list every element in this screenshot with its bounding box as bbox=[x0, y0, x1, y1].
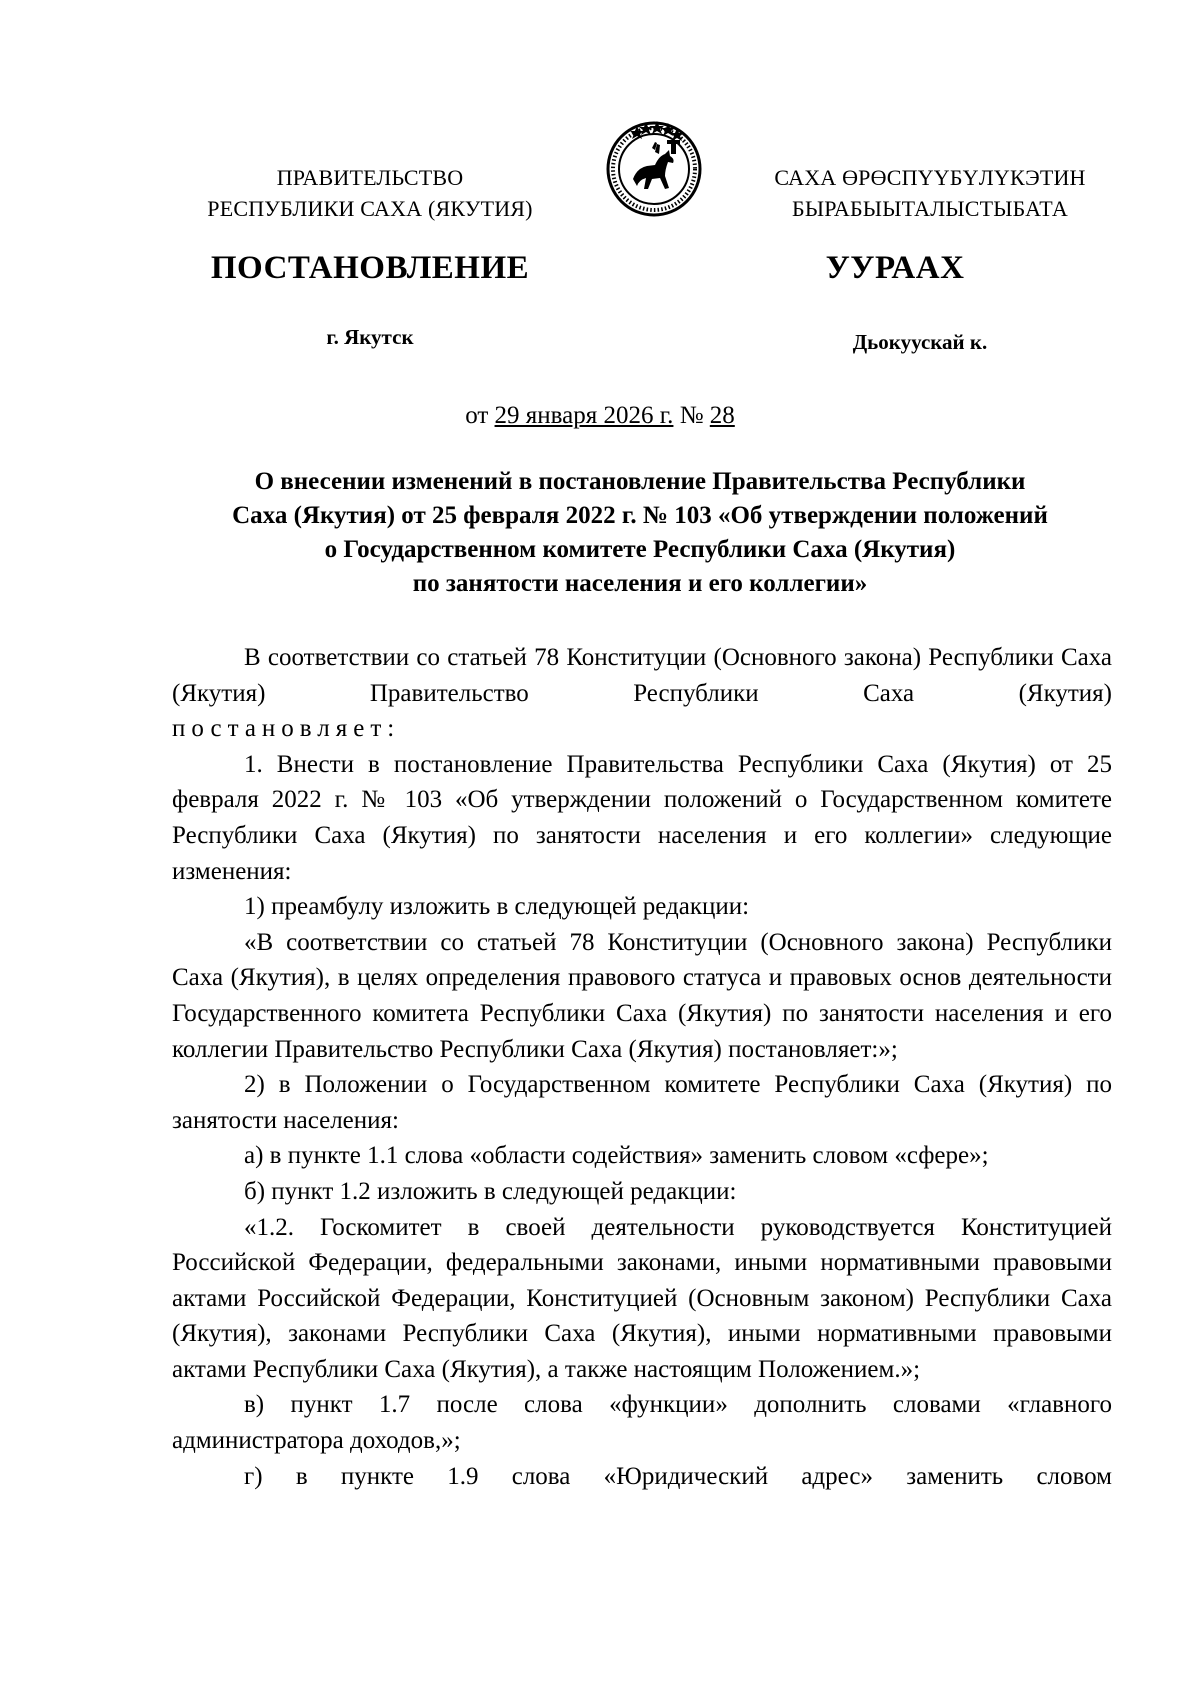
document-body bbox=[172, 640, 1112, 1494]
header-right-line-2: БЫРАБЫЫТАЛЫСТЫБАТА bbox=[792, 196, 1068, 221]
number-sign: № bbox=[679, 402, 704, 429]
header-left-line-2: РЕСПУБЛИКИ САХА (ЯКУТИЯ) bbox=[207, 196, 533, 221]
body-paragraph: 1) преамбулу изложить в следующей редакции: bbox=[244, 893, 750, 921]
document-type-ru: ПОСТАНОВЛЕНИЕ bbox=[210, 250, 530, 286]
government-name-sah bbox=[745, 162, 1115, 224]
body-paragraph: 1. Внести в постановление Правительства Республики Саха (Якутия) от 25 февраля 2022 г. № 103 «Об утверждении положений о Государственном комитете Республики Саха (Якутия) по занятости населения и его коллегии» следующие изменения: bbox=[172, 750, 1112, 885]
subject-line: по занятости населения и его коллегии» bbox=[412, 570, 868, 597]
document-number: 28 bbox=[709, 402, 735, 429]
date-prefix: от bbox=[465, 402, 489, 429]
header-left-line-1: ПРАВИТЕЛЬСТВО bbox=[276, 165, 464, 190]
government-name-ru bbox=[180, 162, 560, 224]
subject-line: о Государственном комитете Республики Саха (Якутия) bbox=[324, 536, 956, 563]
decree-word: постановляет: bbox=[172, 715, 401, 743]
body-paragraph: в) пункт 1.7 после слова «функции» дополнить словами «главного администратора доходов,»; bbox=[172, 1391, 1112, 1455]
document-subject bbox=[160, 465, 1120, 601]
body-paragraph: 2) в Положении о Государственном комитете Республики Саха (Якутия) по занятости населения: bbox=[172, 1071, 1112, 1134]
city-ru: г. Якутск bbox=[326, 325, 414, 349]
preamble-paragraph: В соответствии со статьей 78 Конституции (Основного закона) Республики Саха (Якутия) Правительство Республики Саха (Якутия) bbox=[172, 644, 1112, 707]
subject-line: Саха (Якутия) от 25 февраля 2022 г. № 103 «Об утверждении положений bbox=[232, 502, 1048, 529]
city-sah: Дьокуускай к. bbox=[852, 330, 988, 354]
coat-of-arms-emblem bbox=[599, 112, 709, 222]
body-paragraph: «1.2. Госкомитет в своей деятельности руководствуется Конституцией Российской Федерации, федеральными законами, иными нормативными правовыми актами Российской Федерации, Конституцией (Основным законом) Республики Саха (Якутия), законами Республики Саха (Якутия), иными нормативными правовыми актами Республики Саха (Якутия), а также настоящим Положением.»; bbox=[172, 1213, 1112, 1383]
subject-line: О внесении изменений в постановление Правительства Республики bbox=[254, 468, 1026, 495]
body-paragraph: б) пункт 1.2 изложить в следующей редакции: bbox=[244, 1177, 737, 1205]
header-right-line-1: САХА ӨРӨСПҮҮБҮЛҮКЭТИН bbox=[774, 165, 1086, 190]
body-paragraph: а) в пункте 1.1 слова «области содействия» заменить словом «сфере»; bbox=[244, 1142, 989, 1170]
date-number-line bbox=[0, 402, 1200, 430]
document-date: 29 января 2026 г. bbox=[494, 402, 674, 429]
body-paragraph: г) в пункте 1.9 слова «Юридический адрес» заменить словом bbox=[244, 1462, 1112, 1490]
body-paragraph: «В соответствии со статьей 78 Конституции (Основного закона) Республики Саха (Якутия), в целях определения правового статуса и правовых основ деятельности Государственного комитета Республики Саха (Якутия) по занятости населения и его коллегии Правительство Республики Саха (Якутия) постановляет:»; bbox=[172, 928, 1112, 1063]
document-type-sah: УУРААХ bbox=[825, 250, 965, 286]
